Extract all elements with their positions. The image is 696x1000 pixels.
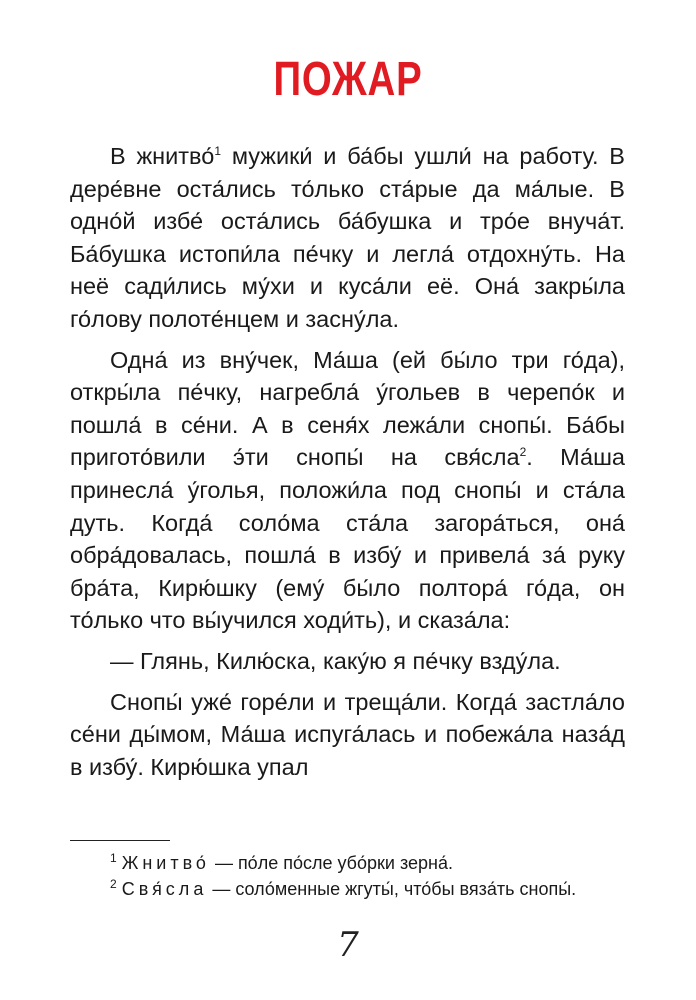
paragraph-2-part-b: . Ма́ша принесла́ у́голья, положи́ла под снопы́ и ста́ла дуть. Когда́ соло́ма ста́ла загора́ться, она́ обра́довалась, пошла́ в избу́ и привела́ за́ руку бра́та, Кирю́шку (ему́ бы́ло полтора́ го́да, он то́лько что вы́учился ходи́ть), и сказа́ла: [70, 444, 625, 634]
footnote-ref-2: 2 [519, 445, 527, 460]
paragraph-4: Снопы́ уже́ горе́ли и треща́ли. Когда́ застла́ло се́ни ды́мом, Ма́ша испуга́лась и побежа́ла наза́д в избу́. Кирю́шка упал [70, 688, 625, 780]
page-number: 7 [337, 925, 359, 965]
footnote-2-definition: — соло́менные жгуты́, что́бы вяза́ть снопы́. [207, 879, 577, 899]
footnotes [70, 850, 625, 902]
footnote-ref-1: 1 [214, 144, 222, 159]
paragraph-1-part-b: мужики́ и ба́бы ушли́ на работу. В дере́вне оста́лись то́лько ста́рые да ма́лые. В одно́й избе́ оста́лись ба́бушка и тро́е внуча́т. Ба́бушка истопи́ла пе́чку и легла́ отдохну́ть. На неё сади́лись му́хи и куса́ли её. Она́ закры́ла го́лову полоте́нцем и засну́ла. [70, 143, 625, 332]
footnote-2-mark: 2 [110, 877, 117, 891]
footnote-1-definition: — по́ле по́сле убо́рки зерна́. [209, 853, 453, 873]
paragraph-2-part-a: Одна́ из вну́чек, Ма́ша (ей бы́ло три го́да), откры́ла пе́чку, нагребла́ у́гольев в черепо́к и пошла́ в се́ни. А в сеня́х лежа́ли снопы́. Ба́бы пригото́вили э́ти снопы́ на свя́сла [70, 346, 625, 471]
story-text [70, 140, 625, 791]
paragraph-2 [70, 344, 625, 637]
paragraph-3: — Глянь, Килю́ска, каку́ю я пе́чку взду́ла. [110, 647, 561, 674]
footnote-2 [70, 876, 625, 902]
footnote-1-term: Жнитво́ [121, 853, 210, 873]
footnote-1 [70, 850, 625, 876]
paragraph-1 [70, 140, 625, 336]
footnote-divider [70, 840, 170, 841]
footnote-2-term: Свя́сла [121, 879, 208, 899]
story-title: ПОЖАР [273, 53, 423, 106]
footnote-1-mark: 1 [110, 851, 117, 865]
paragraph-1-part-a: В жнитво́ [110, 143, 215, 169]
